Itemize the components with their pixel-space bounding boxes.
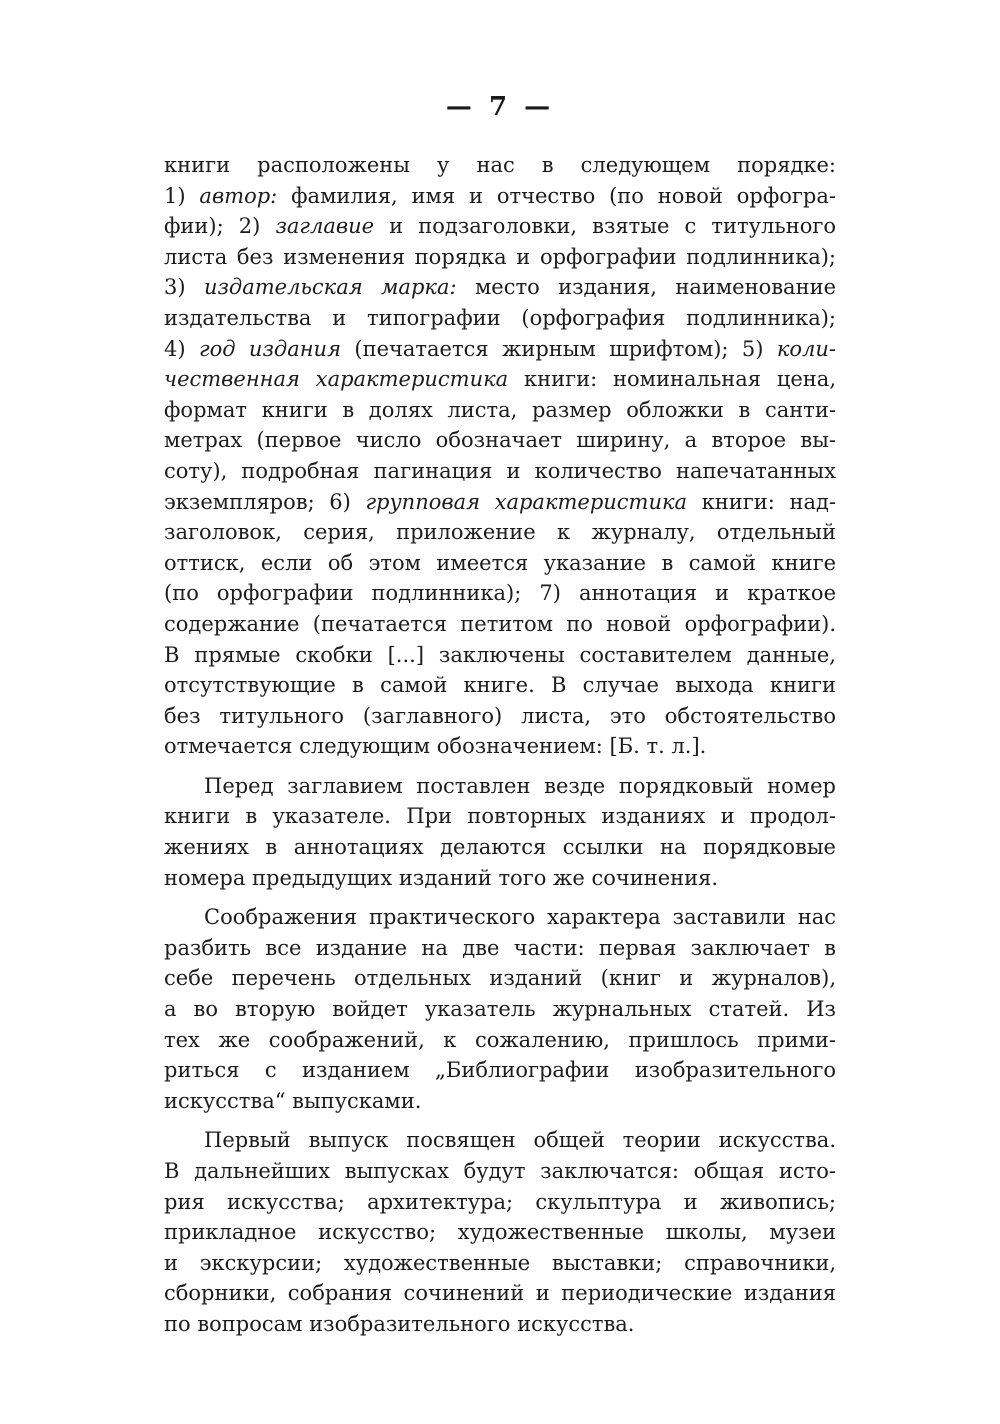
text-run: номера предыдущих изданий того же сочинения. bbox=[164, 865, 719, 890]
text-line bbox=[164, 548, 836, 579]
text-run: В дальнейших выпусках будут заключатся: общая исто- bbox=[164, 1159, 836, 1183]
text-run: прикладное искусство; художественные школы, музеи bbox=[164, 1220, 836, 1245]
text-line bbox=[164, 425, 836, 456]
text-run: книги в указателе. При повторных изданиях и продол- bbox=[164, 804, 836, 829]
italic-text: год издания bbox=[198, 336, 341, 361]
page-number: — 7 — bbox=[445, 92, 555, 122]
text-run: а во вторую войдет указатель журнальных статей. Из bbox=[164, 997, 836, 1022]
text-run: книги: номинальная цена, bbox=[508, 367, 836, 392]
text-line bbox=[164, 640, 836, 671]
text-run: В прямые скобки [...] заключены составителем данные, bbox=[164, 642, 836, 667]
text-line bbox=[164, 863, 836, 894]
text-line bbox=[164, 933, 836, 964]
text-run: (по орфографии подлинника); 7) аннотация и краткое bbox=[164, 581, 836, 606]
text-line bbox=[164, 487, 836, 518]
text-line bbox=[164, 395, 836, 426]
paragraph bbox=[164, 902, 836, 1116]
paragraph bbox=[164, 150, 836, 762]
text-run: заголовок, серия, приложение к журналу, отдельный bbox=[164, 520, 836, 545]
text-run: Первый выпуск посвящен общей теории искусства. bbox=[204, 1128, 836, 1153]
text-run: издательства и типографии (орфография подлинника); bbox=[164, 305, 836, 330]
text-line bbox=[164, 1025, 836, 1056]
text-run: соту), подробная пагинация и количество напечатанных bbox=[164, 458, 836, 483]
text-run: риться с изданием „Библиографии изобразительного bbox=[164, 1058, 836, 1083]
text-line bbox=[164, 1156, 836, 1187]
text-run: книги расположены у нас в следующем порядке: bbox=[164, 153, 836, 177]
text-run: и экскурсии; художественные выставки; справочники, bbox=[164, 1250, 836, 1275]
text-line bbox=[164, 1309, 836, 1340]
text-run: (печатается жирным шрифтом); 5) bbox=[341, 336, 777, 361]
italic-text: чественная характеристика bbox=[164, 367, 509, 392]
text-line bbox=[164, 1278, 836, 1309]
paragraph-gap bbox=[164, 762, 836, 771]
paragraph-gap bbox=[164, 1116, 836, 1125]
text-line bbox=[164, 364, 836, 395]
text-run: 1) bbox=[164, 183, 200, 208]
text-run: содержание (печатается петитом по новой орфографии). bbox=[164, 611, 836, 636]
text-line bbox=[164, 517, 836, 548]
italic-text: автор: bbox=[199, 183, 278, 208]
text-run: Перед заглавием поставлен везде порядковый номер bbox=[204, 773, 836, 798]
paragraph bbox=[164, 1125, 836, 1339]
text-line bbox=[164, 701, 836, 732]
text-line bbox=[164, 963, 836, 994]
text-run: фии); 2) bbox=[164, 214, 276, 239]
text-line bbox=[164, 670, 836, 701]
text-run: себе перечень отдельных изданий (книг и журналов), bbox=[164, 966, 836, 991]
text-run: и подзаголовки, взятые с титульного bbox=[374, 214, 836, 239]
text-line bbox=[164, 242, 836, 273]
text-line bbox=[164, 303, 836, 334]
text-line bbox=[164, 181, 836, 212]
italic-text: издательская марка: bbox=[203, 275, 457, 300]
text-line bbox=[164, 902, 836, 933]
text-line bbox=[164, 1125, 836, 1156]
text-run: Соображения практического характера заставили нас bbox=[204, 905, 836, 930]
text-line bbox=[164, 731, 836, 762]
text-line bbox=[164, 832, 836, 863]
text-run: 3) bbox=[164, 275, 204, 300]
text-line bbox=[164, 211, 836, 242]
text-run: без титульного (заглавного) листа, это обстоятельство bbox=[164, 703, 836, 728]
text-line bbox=[164, 1248, 836, 1279]
text-run: по вопросам изобразительного искусства. bbox=[164, 1311, 635, 1336]
text-run: формат книги в долях листа, размер обложки в санти- bbox=[164, 397, 836, 422]
body-text bbox=[164, 150, 836, 1340]
text-run: жениях в аннотациях делаются ссылки на порядковые bbox=[164, 835, 836, 860]
text-line bbox=[164, 578, 836, 609]
text-line bbox=[164, 272, 836, 303]
text-line bbox=[164, 456, 836, 487]
italic-text: заглавие bbox=[275, 214, 375, 239]
text-run: оттиск, если об этом имеется указание в самой книге bbox=[164, 550, 836, 575]
text-line bbox=[164, 1086, 836, 1117]
text-run: место издания, наименование bbox=[456, 275, 836, 300]
italic-text: коли- bbox=[776, 336, 836, 361]
paragraph bbox=[164, 771, 836, 893]
text-run: отсутствующие в самой книге. В случае выхода книги bbox=[164, 673, 836, 698]
text-run: рия искусства; архитектура; скульптура и живопись; bbox=[164, 1189, 836, 1214]
paragraph-gap bbox=[164, 893, 836, 902]
text-line bbox=[164, 334, 836, 365]
text-run: искусства“ выпусками. bbox=[164, 1088, 422, 1113]
italic-text: групповая характеристика bbox=[365, 489, 688, 514]
text-line bbox=[164, 150, 836, 181]
text-line bbox=[164, 1187, 836, 1218]
text-run: экземпляров; 6) bbox=[164, 489, 366, 514]
text-line bbox=[164, 771, 836, 802]
text-line bbox=[164, 1217, 836, 1248]
text-run: метрах (первое число обозначает ширину, а второе вы- bbox=[164, 428, 836, 453]
text-line bbox=[164, 1055, 836, 1086]
text-line bbox=[164, 994, 836, 1025]
text-run: сборники, собрания сочинений и периодические издания bbox=[164, 1281, 836, 1306]
text-run: отмечается следующим обозначением: [Б. т. л.]. bbox=[164, 734, 707, 759]
text-run: 4) bbox=[164, 336, 199, 361]
text-run: листа без изменения порядка и орфографии подлинника); bbox=[164, 244, 836, 269]
text-line bbox=[164, 801, 836, 832]
text-run: фамилия, имя и отчество (по новой орфогра- bbox=[277, 183, 836, 208]
text-run: разбить все издание на две части: первая заключает в bbox=[164, 935, 836, 960]
text-line bbox=[164, 609, 836, 640]
text-run: книги: над- bbox=[687, 489, 836, 514]
text-run: тех же соображений, к сожалению, пришлось прими- bbox=[164, 1027, 836, 1052]
